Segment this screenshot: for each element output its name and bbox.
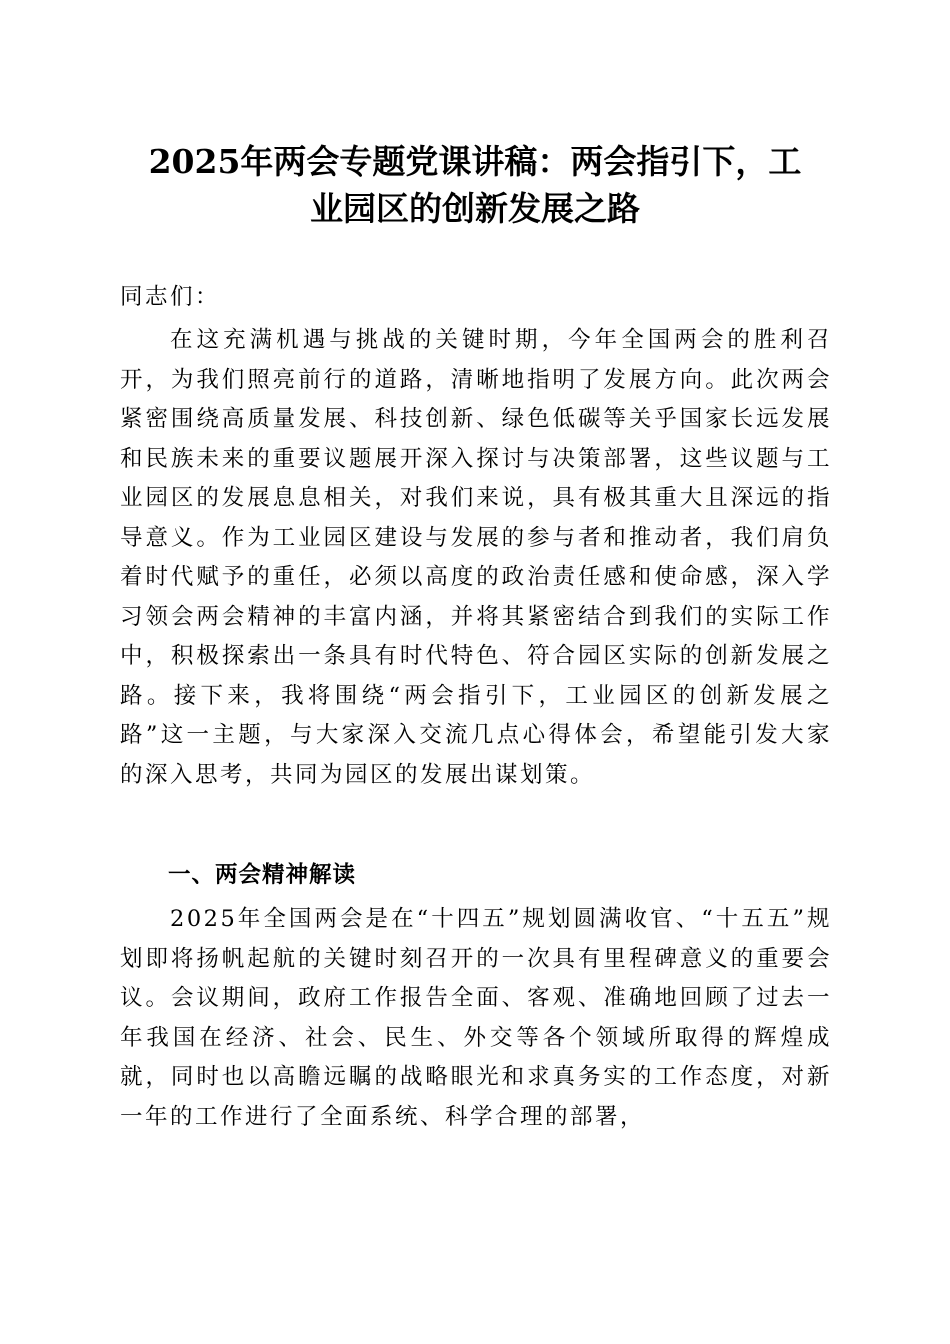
section-1-paragraph: 2025年全国两会是在“十四五”规划圆满收官、“十五五”规划即将扬帆起航的关键时刻召开的一次具有里程碑意义的重要会议。会议期间，政府工作报告全面、客观、准确地回顾了过去一年我国在经济、社会、民生、外交等各个领域所取得的辉煌成就，同时也以高瞻远瞩的战略眼光和求真务实的工作态度，对新一年的工作进行了全面系统、科学合理的部署， — [120, 906, 832, 1130]
title-line-1: 2025年两会专题党课讲稿：两会指引下，工 — [148, 142, 802, 181]
section-heading-1: 一、两会精神解读 — [168, 862, 357, 888]
salutation: 同志们： — [120, 284, 221, 310]
title-line-2: 业园区的创新发展之路 — [310, 189, 640, 228]
intro-paragraph: 在这充满机遇与挑战的关键时期，今年全国两会的胜利召开，为我们照亮前行的道路，清晰地指明了发展方向。此次两会紧密围绕高质量发展、科技创新、绿色低碳等关乎国家长远发展和民族未来的重要议题展开深入探讨与决策部署，这些议题与工业园区的发展息息相关，对我们来说，具有极其重大且深远的指导意义。作为工业园区建设与发展的参与者和推动者，我们肩负着时代赋予的重任，必须以高度的政治责任感和使命感，深入学习领会两会精神的丰富内涵，并将其紧密结合到我们的实际工作中，积极探索出一条具有时代特色、符合园区实际的创新发展之路。接下来，我将围绕“两会指引下，工业园区的创新发展之路”这一主题，与大家深入交流几点心得体会，希望能引发大家的深入思考，共同为园区的发展出谋划策。 — [120, 327, 832, 788]
document-title — [118, 138, 832, 232]
